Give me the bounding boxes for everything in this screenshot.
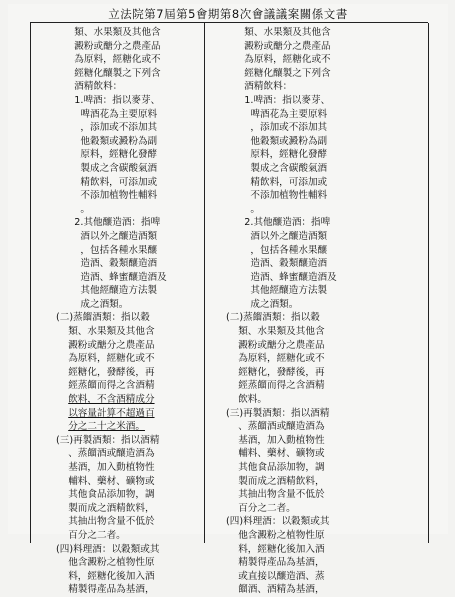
- text-line: (二)蒸餾酒類：指以穀: [56, 312, 150, 324]
- text-line: 造酒、穀類釀造酒: [226, 258, 328, 270]
- text-line: 輔料、藥材、礦物或: [56, 475, 155, 487]
- text-line: 啤酒花為主要原料: [226, 108, 328, 120]
- text-line: 他穀類或澱粉為副: [56, 135, 158, 147]
- text-line: 澱粉或醣分之農產品: [226, 40, 331, 52]
- text-line: 百分之二者。: [226, 502, 296, 514]
- text-line: 或直接以釀造酒、蒸: [226, 570, 325, 582]
- text-line: 酒精飲料：: [226, 81, 293, 93]
- text-line: 啤酒花為主要原料: [56, 108, 158, 120]
- text-line: 經蒸餾而得之含酒精: [56, 380, 155, 392]
- text-line: 不添加植物性輔料: [226, 190, 328, 202]
- text-line: 造酒、蜂蜜釀造酒及: [226, 271, 337, 283]
- text-line: 經糖化釀製之下列含: [56, 67, 161, 79]
- text-line: 澱粉或醣分之農產品: [226, 339, 325, 351]
- text-line: 他含澱粉之植物性原: [226, 529, 325, 541]
- text-line: 類、水果類及其他含: [56, 326, 155, 338]
- text-line: ，包括各種水果釀: [56, 244, 158, 256]
- text-line: 飲料，不含酒精成分: [68, 394, 155, 406]
- text-line: 造酒、蜂蜜釀造酒及: [56, 271, 167, 283]
- text-line: 飲料。: [226, 394, 267, 406]
- text-line: (四)料理酒：以穀類或其: [226, 516, 330, 528]
- text-line: 製成之含碳酸氣酒: [56, 162, 158, 174]
- text-line: 酒以外之釀造酒類: [56, 230, 158, 242]
- text-line: 1.啤酒：指以麥芽、: [56, 94, 161, 106]
- text-line: 。: [226, 203, 260, 215]
- text-line: 經糖化，發酵後，再: [226, 366, 325, 378]
- text-line: 精製得產品為基酒，: [56, 584, 155, 596]
- text-line: 製而成之酒精飲料，: [56, 502, 155, 514]
- text-line: 其抽出物含量不低於: [56, 516, 155, 528]
- text-line: (二)蒸餾酒類：指以穀: [226, 312, 320, 324]
- text-line: 類、水果類及其他含: [226, 326, 325, 338]
- text-line: ，添加或不添加其: [226, 122, 328, 134]
- text-line: 。: [56, 203, 90, 215]
- text-line: 原料，經糖化發酵: [226, 149, 328, 161]
- header-divider: [30, 22, 428, 23]
- text-line: 成之酒類。: [226, 298, 299, 310]
- text-line: 酒精飲料：: [56, 81, 123, 93]
- text-line: 1.啤酒：指以麥芽、: [226, 94, 331, 106]
- text-line: 輔料、藥材、礦物或: [226, 448, 325, 460]
- text-line: 他含澱粉之植物性原: [56, 557, 155, 569]
- text-line: 、蒸餾酒或釀造酒為: [226, 421, 325, 433]
- text-line: 他穀類或澱粉為副: [226, 135, 328, 147]
- text-line: 其他經釀造方法製: [56, 285, 158, 297]
- text-line: 料，經糖化後加入酒: [226, 543, 325, 555]
- text-line: 2.其他釀造酒：指啤: [226, 217, 331, 229]
- text-line: 酒以外之釀造酒類: [226, 230, 328, 242]
- text-line: 2.其他釀造酒：指啤: [56, 217, 161, 229]
- text-line: 其他食品添加物，調: [226, 462, 325, 473]
- text-line: ，添加或不添加其: [56, 122, 158, 134]
- text-line: 為原料，經糖化或不: [226, 353, 325, 365]
- text-line: 分之二十之米酒。: [68, 421, 145, 433]
- text-line: 精飲料，可添加或: [56, 176, 158, 188]
- table-border-left: [30, 23, 31, 543]
- text-line: 以容量計算不超過百: [68, 407, 155, 419]
- text-line: 經糖化釀製之下列含: [226, 67, 331, 79]
- text-line: 類、水果類及其他含: [56, 27, 161, 38]
- text-line: 為原料，經糖化或不: [56, 353, 155, 365]
- text-line: 澱粉或醣分之農產品: [56, 40, 161, 52]
- table-border-right: [428, 23, 429, 543]
- text-line: 其他經釀造方法製: [226, 285, 328, 297]
- text-line: 製成之含碳酸氣酒: [226, 162, 328, 174]
- text-line: 不添加植物性輔料: [56, 190, 158, 202]
- text-line: ，包括各種水果釀: [226, 244, 328, 256]
- text-line: 其抽出物含量不低於: [226, 489, 325, 501]
- text-line: 經蒸餾而得之含酒精: [226, 380, 325, 392]
- text-line: 造酒、穀類釀造酒: [56, 258, 158, 270]
- text-line: 餾酒、酒精為基酒，: [226, 584, 325, 596]
- text-line: 料，經糖化後加入酒: [56, 570, 155, 582]
- text-line: 其他食品添加物，調: [56, 489, 155, 501]
- text-line: 類、水果類及其他含: [226, 27, 331, 38]
- text-line: (三)再製酒類：指以酒精: [56, 434, 160, 446]
- text-line: 基酒，加入動植物性: [226, 434, 325, 446]
- text-line: 為原料，經糖化或不: [56, 54, 161, 66]
- page-header-title: 立法院第7屆第5會期第8次會議議案關係文書: [108, 7, 348, 21]
- text-line: 、蒸餾酒或釀造酒為: [56, 448, 155, 460]
- left-column-text: [56, 26, 188, 597]
- text-line: 百分之二者。: [56, 529, 126, 541]
- text-line: 精製得產品為基酒，: [226, 557, 325, 569]
- text-line: (三)再製酒類：指以酒精: [226, 407, 330, 419]
- text-line: 基酒，加入動植物性: [56, 462, 155, 473]
- text-line: 為原料，經糖化或不: [226, 54, 331, 66]
- text-line: 澱粉或醣分之農產品: [56, 339, 155, 351]
- text-line: (四)料理酒：以穀類或其: [56, 543, 160, 555]
- table-border-middle: [204, 23, 205, 543]
- text-line: 精飲料，可添加或: [226, 176, 328, 188]
- right-column-text: [226, 26, 358, 597]
- text-line: 經糖化，發酵後，再: [56, 366, 155, 378]
- text-line: 原料，經糖化發酵: [56, 149, 158, 161]
- text-line: 製而成之酒精飲料，: [226, 475, 325, 487]
- document-page: [8, 4, 448, 596]
- text-line: 成之酒類。: [56, 298, 129, 310]
